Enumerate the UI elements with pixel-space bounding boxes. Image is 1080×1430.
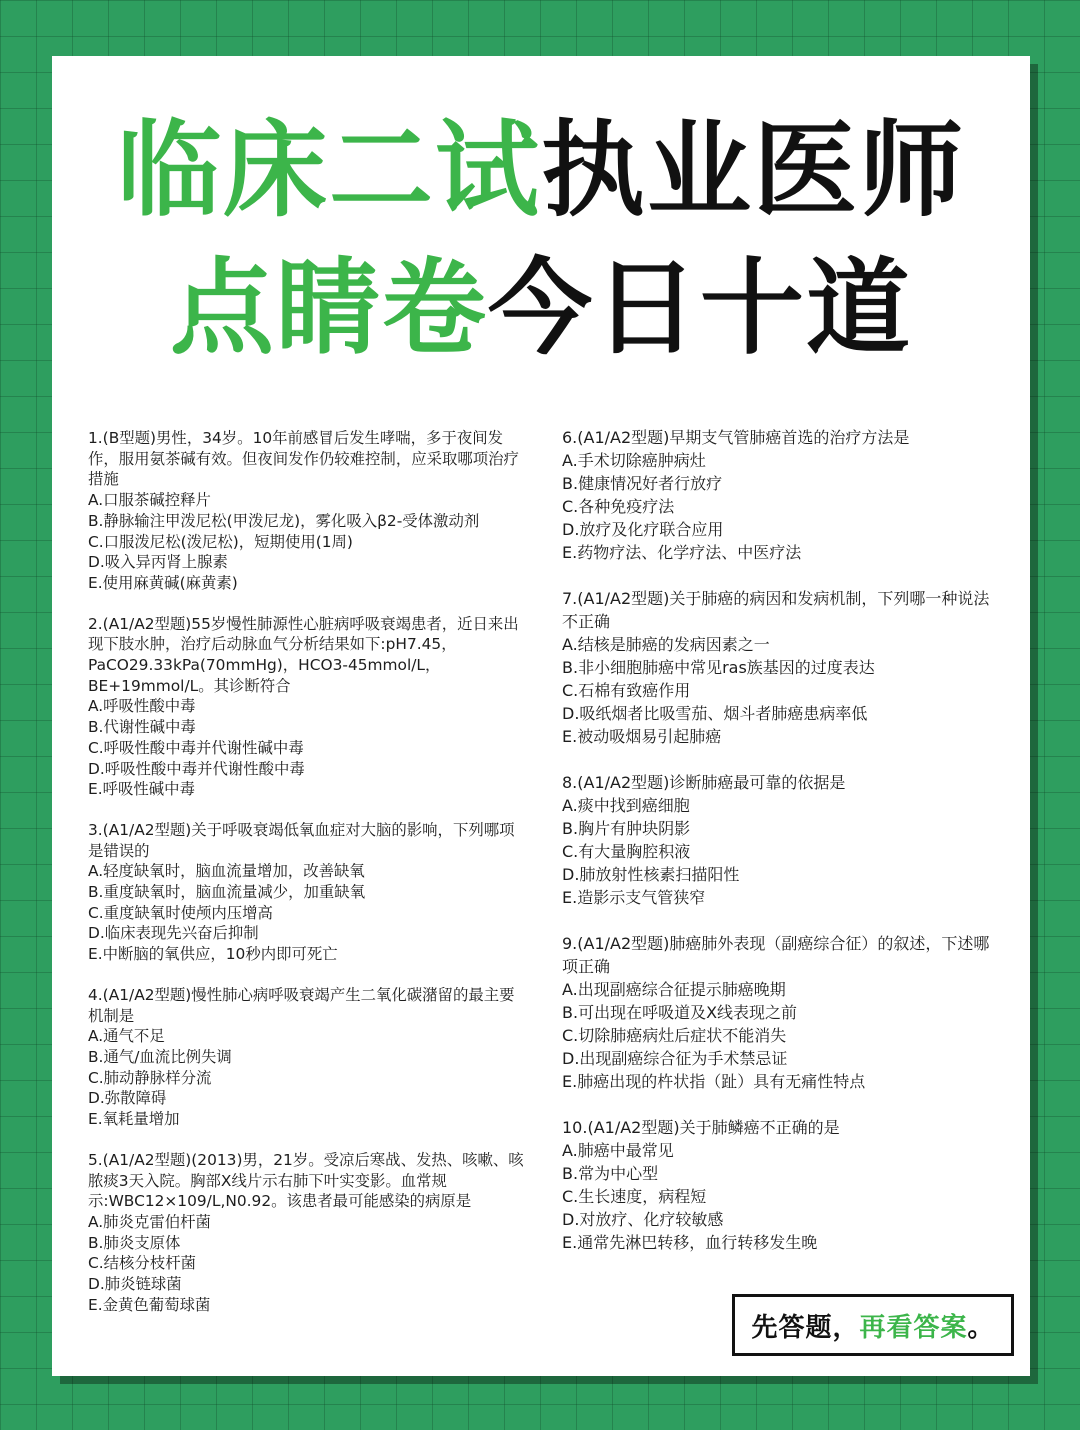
question-stem: 7.(A1/A2型题)关于肺癌的病因和发病机制，下列哪一种说法不正确	[562, 589, 990, 631]
answer-option: D.出现副癌综合征为手术禁忌证	[562, 1049, 788, 1068]
question-block	[88, 820, 528, 965]
answer-option: C.肺动静脉样分流	[88, 1068, 212, 1087]
question-stem: 5.(A1/A2型题)(2013)男，21岁。受凉后寒战、发热、咳嗽、咳脓痰3天入院。胸部X线片示右肺下叶实变影。血常规示:WBC12×109/L,N0.92。该患者最可能感染的病原是	[88, 1150, 524, 1211]
answer-option: B.重度缺氧时，脑血流量减少，加重缺氧	[88, 883, 366, 902]
question-stem: 9.(A1/A2型题)肺癌肺外表现（副癌综合征）的叙述，下述哪项正确	[562, 934, 990, 976]
answer-option: C.有大量胸腔积液	[562, 842, 691, 861]
answer-option: B.非小细胞肺癌中常见ras族基因的过度表达	[562, 658, 875, 677]
answer-option: E.金黄色葡萄球菌	[88, 1295, 211, 1314]
questions-right-column	[562, 426, 992, 1277]
answer-option: E.氧耗量增加	[88, 1110, 180, 1129]
question-stem: 1.(B型题)男性，34岁。10年前感冒后发生哮喘，多于夜间发作，服用氨茶碱有效。但夜间发作仍较难控制，应采取哪项治疗措施	[88, 429, 519, 489]
answer-option: D.临床表现先兴奋后抑制	[88, 924, 259, 943]
answer-hint-box	[732, 1294, 1014, 1356]
answer-option: B.静脉输注甲泼尼松(甲泼尼龙)，雾化吸入β2-受体激动剂	[88, 511, 480, 530]
page-title-line-2	[52, 247, 1030, 369]
answer-option: C.结核分枝杆菌	[88, 1254, 196, 1273]
answer-option: E.被动吸烟易引起肺癌	[562, 727, 722, 746]
question-block	[88, 428, 528, 594]
question-block	[562, 771, 992, 909]
question-block	[88, 985, 528, 1130]
answer-option: E.中断脑的氧供应，10秒内即可死亡	[88, 945, 338, 964]
question-stem: 8.(A1/A2型题)诊断肺癌最可靠的依据是	[562, 773, 846, 792]
answer-option: C.口服泼尼松(泼尼松)，短期使用(1周)	[88, 532, 353, 551]
answer-option: C.重度缺氧时使颅内压增高	[88, 903, 273, 922]
answer-option: A.结核是肺癌的发病因素之一	[562, 635, 770, 654]
answer-option: A.轻度缺氧时，脑血流量增加，改善缺氧	[88, 862, 365, 881]
answer-option: C.各种免疫疗法	[562, 497, 675, 516]
title-black-1: 执业医师	[541, 109, 966, 231]
answer-hint-part-2: 再看答案	[859, 1312, 968, 1343]
answer-option: E.通常先淋巴转移，血行转移发生晚	[562, 1233, 818, 1252]
question-stem: 6.(A1/A2型题)早期支气管肺癌首选的治疗方法是	[562, 428, 910, 447]
answer-option: D.吸纸烟者比吸雪茄、烟斗者肺癌患病率低	[562, 704, 868, 723]
answer-hint-part-1: 先答题，	[751, 1312, 860, 1343]
answer-option: A.手术切除癌肿病灶	[562, 451, 706, 470]
answer-option: C.切除肺癌病灶后症状不能消失	[562, 1026, 787, 1045]
question-stem: 3.(A1/A2型题)关于呼吸衰竭低氧血症对大脑的影响，下列哪项是错误的	[88, 820, 515, 860]
answer-option: D.肺炎链球菌	[88, 1275, 182, 1294]
answer-option: E.使用麻黄碱(麻黄素)	[88, 573, 238, 592]
answer-option: D.放疗及化疗联合应用	[562, 520, 724, 539]
answer-option: A.口服茶碱控释片	[88, 491, 211, 510]
answer-option: B.健康情况好者行放疗	[562, 474, 723, 493]
answer-option: D.吸入异丙肾上腺素	[88, 553, 228, 572]
question-stem: 10.(A1/A2型题)关于肺鳞癌不正确的是	[562, 1118, 840, 1137]
answer-option: B.代谢性碱中毒	[88, 718, 196, 737]
title-green-2: 点睛卷	[169, 247, 488, 369]
answer-option: D.肺放射性核素扫描阳性	[562, 865, 740, 884]
answer-option: B.常为中心型	[562, 1164, 659, 1183]
answer-option: B.可出现在呼吸道及X线表现之前	[562, 1003, 798, 1022]
question-block	[88, 614, 528, 800]
answer-option: E.呼吸性碱中毒	[88, 780, 195, 799]
answer-option: D.弥散障碍	[88, 1089, 167, 1108]
question-stem: 4.(A1/A2型题)慢性肺心病呼吸衰竭产生二氧化碳潴留的最主要机制是	[88, 985, 515, 1025]
question-block	[562, 426, 992, 564]
question-block	[562, 587, 992, 748]
answer-option: A.通气不足	[88, 1027, 165, 1046]
answer-option: E.药物疗法、化学疗法、中医疗法	[562, 543, 802, 562]
question-block	[562, 1116, 992, 1254]
answer-hint-part-3: 。	[967, 1312, 995, 1343]
title-black-2: 今日十道	[488, 247, 913, 369]
answer-option: C.石棉有致癌作用	[562, 681, 691, 700]
answer-option: E.肺癌出现的杵状指（趾）具有无痛性特点	[562, 1072, 866, 1091]
answer-option: E.造影示支气管狭窄	[562, 888, 706, 907]
exam-card	[52, 56, 1030, 1376]
answer-option: B.胸片有肿块阴影	[562, 819, 691, 838]
answer-option: B.通气/血流比例失调	[88, 1047, 232, 1066]
answer-option: D.呼吸性酸中毒并代谢性酸中毒	[88, 759, 305, 778]
question-block	[88, 1150, 528, 1316]
answer-option: C.呼吸性酸中毒并代谢性碱中毒	[88, 738, 304, 757]
answer-option: B.肺炎支原体	[88, 1233, 181, 1252]
answer-option: A.肺炎克雷伯杆菌	[88, 1212, 211, 1231]
answer-option: A.痰中找到癌细胞	[562, 796, 690, 815]
answer-option: D.对放疗、化疗较敏感	[562, 1210, 724, 1229]
answer-option: A.呼吸性酸中毒	[88, 697, 196, 716]
answer-option: A.肺癌中最常见	[562, 1141, 674, 1160]
answer-option: A.出现副癌综合征提示肺癌晚期	[562, 980, 786, 999]
answer-option: C.生长速度，病程短	[562, 1187, 707, 1206]
question-block	[562, 932, 992, 1093]
question-stem: 2.(A1/A2型题)55岁慢性肺源性心脏病呼吸衰竭患者，近日来出现下肢水肿，治疗后动脉血气分析结果如下:pH7.45，PaCO29.33kPa(70mmHg)，HCO3-45mmol/L，BE+19mmol/L。其诊断符合	[88, 614, 519, 695]
questions-left-column	[88, 428, 528, 1335]
title-green-1: 临床二试	[116, 109, 541, 231]
page-title-line-1	[52, 109, 1030, 231]
